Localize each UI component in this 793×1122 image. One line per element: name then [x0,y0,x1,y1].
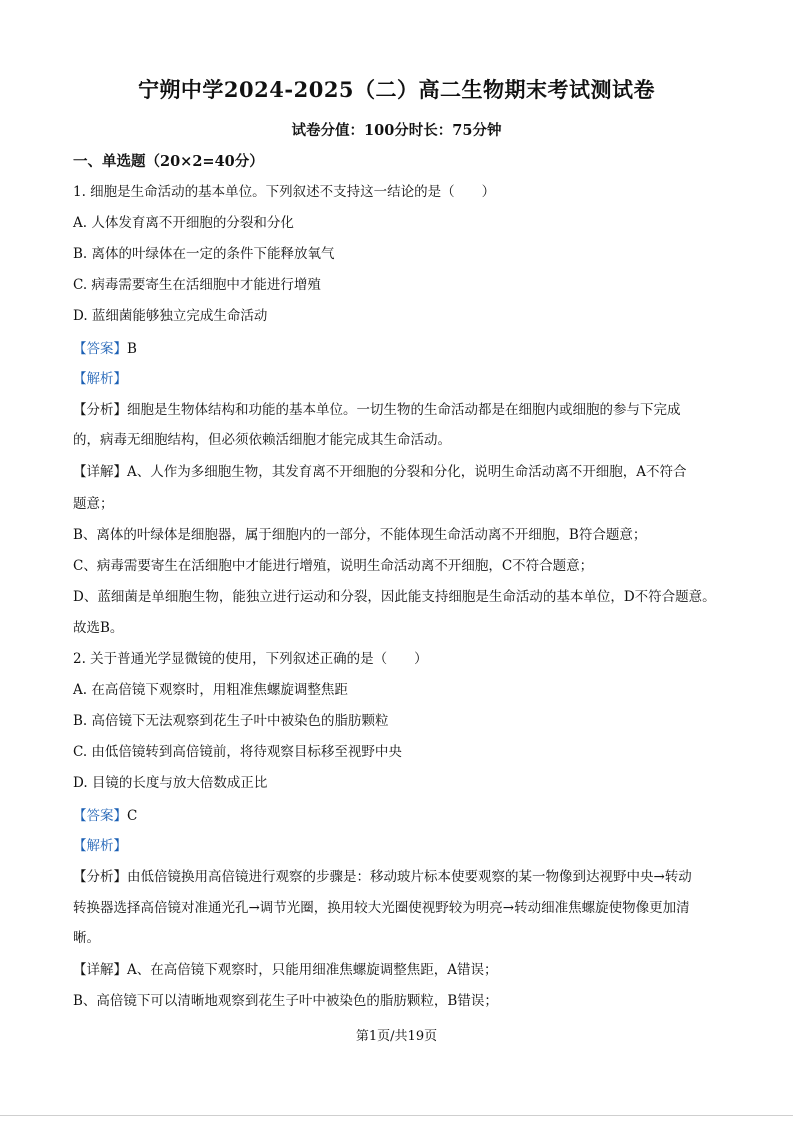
question-2-detail-line-2: B、高倍镜下可以清晰地观察到花生子叶中被染色的脂肪颗粒，B错误； [73,993,498,1009]
detail-tag: 【详解】 [73,962,127,978]
answer-value: C [127,808,138,824]
question-1-option-b: B. 离体的叶绿体在一定的条件下能释放氧气 [73,246,335,262]
question-1-stem: 1. 细胞是生命活动的基本单位。下列叙述不支持这一结论的是（ ） [73,184,496,200]
analysis-tag: 【分析】 [73,402,127,418]
question-2-analysis-line-3: 晰。 [73,930,100,946]
question-1-detail-line-3: B、离体的叶绿体是细胞器，属于细胞内的一部分，不能体现生命活动离不开细胞，B符合题意； [73,527,647,543]
explain-tag: 【解析】 [73,371,127,387]
analysis-tag: 【分析】 [73,869,127,885]
page-number: 第1页/共19页 [355,1029,438,1044]
question-1-option-c: C. 病毒需要寄生在活细胞中才能进行增殖 [73,277,321,293]
question-2-detail-line-1 [73,961,498,979]
page-title: 宁朔中学2024-2025（二）高二生物期末考试测试卷 [137,77,656,102]
question-2-stem: 2. 关于普通光学显微镜的使用，下列叙述正确的是（ ） [73,651,428,667]
question-2-analysis-line-1 [73,868,692,886]
answer-tag: 【答案】 [73,341,127,357]
question-1-detail-line-5: D、蓝细菌是单细胞生物，能独立进行运动和分裂，因此能支持细胞是生命活动的基本单位，D不符合题意。 [73,589,716,605]
answer-value: B [127,341,137,357]
question-2-explain-heading [73,837,127,855]
question-1-analysis-line-1 [73,401,681,419]
question-1-detail-line-1 [73,463,687,481]
analysis-text: 细胞是生物体结构和功能的基本单位。一切生物的生命活动都是在细胞内或细胞的参与下完成 [127,402,681,418]
exam-info: 试卷分值：100分时长：75分钟 [291,122,502,139]
page-bottom-divider [0,1115,793,1116]
explain-tag: 【解析】 [73,838,127,854]
question-1-option-d: D. 蓝细菌能够独立完成生命活动 [73,308,268,324]
question-2-analysis-line-2: 转换器选择高倍镜对准通光孔→调节光圈，换用较大光圈使视野较为明亮→转动细准焦螺旋使物像更加清 [73,900,690,916]
answer-tag: 【答案】 [73,808,127,824]
question-1-detail-line-4: C、病毒需要寄生在活细胞中才能进行增殖，说明生命活动离不开细胞，C不符合题意； [73,558,594,574]
detail-tag: 【详解】 [73,464,127,480]
question-1-analysis-line-2: 的，病毒无细胞结构，但必须依赖活细胞才能完成其生命活动。 [73,432,451,448]
question-1-detail-line-2: 题意； [73,496,114,512]
analysis-text: 由低倍镜换用高倍镜进行观察的步骤是：移动玻片标本使要观察的某一物像到达视野中央→转动 [127,869,692,885]
question-2-option-c: C. 由低倍镜转到高倍镜前，将待观察目标移至视野中央 [73,744,402,760]
question-2-option-d: D. 目镜的长度与放大倍数成正比 [73,775,268,791]
section-heading: 一、单选题（20×2=40分） [73,153,264,170]
question-1-detail-line-6: 故选B。 [73,620,124,636]
question-1-explain-heading [73,370,127,388]
question-1-answer [73,340,137,358]
question-2-option-b: B. 高倍镜下无法观察到花生子叶中被染色的脂肪颗粒 [73,713,389,729]
question-2-answer [73,807,137,825]
question-1-option-a: A. 人体发育离不开细胞的分裂和分化 [73,215,294,231]
question-2-option-a: A. 在高倍镜下观察时，用粗准焦螺旋调整焦距 [73,682,348,698]
detail-text: A、在高倍镜下观察时，只能用细准焦螺旋调整焦距，A错误； [127,962,498,978]
detail-text: A、人作为多细胞生物，其发育离不开细胞的分裂和分化，说明生命活动离不开细胞，A不符合 [127,464,687,480]
